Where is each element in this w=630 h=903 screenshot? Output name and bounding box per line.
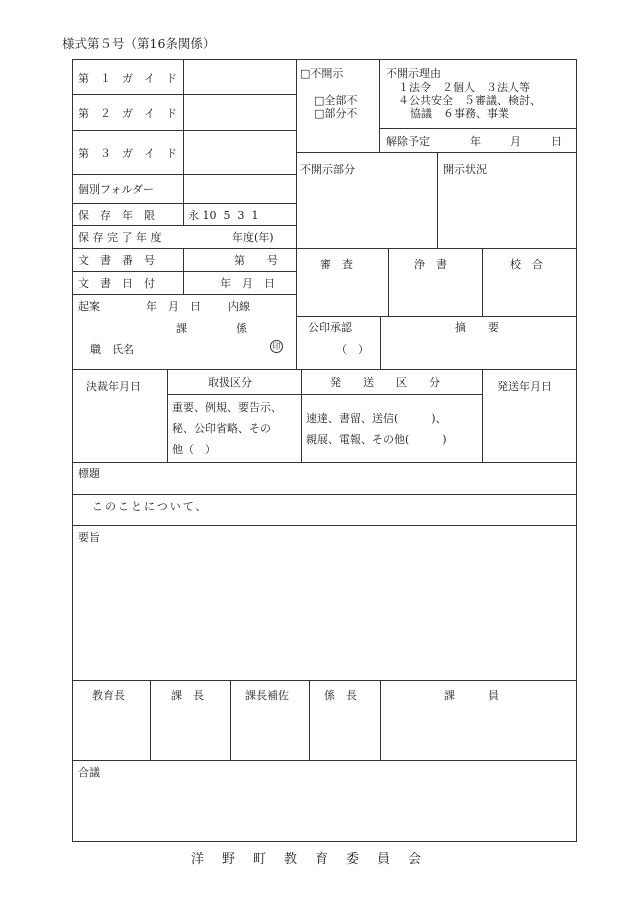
unit-chief-label: 係 長 (324, 689, 357, 702)
rule (72, 294, 296, 295)
rule (296, 152, 577, 153)
proofread-label: 校 合 (510, 258, 543, 271)
retention-end-suffix: 年度(年) (232, 231, 274, 244)
release-day: 日 (551, 135, 562, 148)
seal-mark: 印 (270, 340, 283, 353)
superintendent-label: 教育長 (92, 689, 125, 702)
footer-organization: 洋野町教育委員会 (190, 852, 439, 867)
rule (379, 128, 577, 129)
rule (72, 525, 577, 526)
doc-number-value: 第 号 (234, 254, 278, 267)
subsection-label: 係 (236, 322, 247, 335)
individual-folder-label: 個別フォルダー (78, 183, 155, 196)
position-name-label: 職 氏名 (90, 343, 134, 356)
summary-label: 摘 要 (455, 321, 499, 334)
rule (150, 680, 151, 760)
rule (230, 680, 231, 760)
draft-date: 年 月 日 (146, 300, 201, 313)
retention-end-label: 保 存 完 了 年 度 (78, 231, 162, 244)
doc-date-value: 年 月 日 (220, 277, 275, 290)
non-disclosure-checkbox[interactable]: □不開示 (300, 67, 344, 80)
rule (72, 248, 577, 249)
non-disclosed-part-label: 不開示部分 (300, 163, 355, 176)
section-label: 課 (176, 322, 187, 335)
guide2-label: 第 ２ ガ イ ド (78, 107, 177, 120)
rule (72, 225, 296, 226)
rule (72, 680, 577, 681)
clean-copy-label: 浄 書 (414, 258, 447, 271)
form-outer-border (72, 59, 577, 842)
rule (72, 203, 296, 204)
reason-line: 協議 ６事務、事業 (410, 107, 509, 120)
rule (296, 316, 577, 317)
decision-date-label: 決裁年月日 (86, 380, 141, 393)
rule (72, 271, 296, 272)
handling-option: 他（ ） (172, 443, 216, 456)
assistant-chief-label: 課長補佐 (245, 689, 289, 702)
rule (437, 152, 438, 248)
reason-line: １法令 ２個人 ３法人等 (398, 81, 530, 94)
gist-label: 要旨 (78, 531, 100, 544)
release-plan-label: 解除予定 (386, 135, 430, 148)
handling-option: 秘、公印省略、その (172, 422, 271, 435)
rule (482, 248, 483, 316)
staff-label: 課 員 (444, 689, 499, 702)
official-seal-paren: （ ） (336, 343, 369, 356)
extension-label: 内線 (228, 300, 250, 313)
rule (309, 680, 310, 760)
dispatch-date-label: 発送年月日 (497, 380, 552, 393)
partial-non-disclosure-checkbox[interactable]: □部分不 (314, 107, 358, 120)
guide1-label: 第 １ ガ イ ド (78, 72, 177, 85)
rule (167, 369, 168, 462)
rule (72, 494, 577, 495)
doc-date-label: 文 書 日 付 (78, 277, 155, 290)
retention-options: 永 10 5 3 1 (188, 209, 259, 222)
rule (72, 760, 577, 761)
official-seal-label: 公印承認 (308, 321, 352, 334)
retention-period-label: 保 存 年 限 (78, 209, 155, 222)
subject-label: 標題 (78, 467, 100, 480)
rule (167, 394, 482, 395)
rule (72, 369, 577, 370)
rule (72, 94, 296, 95)
disclosure-status-label: 開示状況 (443, 163, 487, 176)
draft-label: 起案 (78, 300, 100, 313)
doc-number-label: 文 書 番 号 (78, 254, 155, 267)
rule (183, 59, 184, 225)
reason-line: ４公共安全 ５審議、検討、 (398, 94, 541, 107)
reason-title: 不開示理由 (386, 67, 441, 80)
rule (379, 59, 380, 152)
rule (482, 369, 483, 462)
rule (72, 174, 296, 175)
rule (296, 248, 297, 369)
rule (72, 462, 577, 463)
dispatch-label: 発 送 区 分 (330, 376, 440, 389)
rule (72, 130, 296, 131)
section-chief-label: 課 長 (171, 689, 204, 702)
rule (380, 316, 381, 369)
consultation-label: 合議 (78, 766, 100, 779)
subject-text: このことについて、 (92, 500, 209, 513)
dispatch-option: 速達、書留、送信( )、 (306, 412, 447, 425)
handling-label: 取扱区分 (208, 376, 252, 389)
rule (296, 59, 297, 248)
dispatch-option: 親展、電報、その他( ) (306, 433, 447, 446)
rule (388, 248, 389, 316)
handling-option: 重要、例規、要告示、 (172, 401, 282, 414)
form-title: 様式第５号（第16条関係） (62, 36, 216, 51)
all-non-disclosure-checkbox[interactable]: □全部不 (314, 94, 358, 107)
inspection-label: 審 査 (320, 258, 353, 271)
guide3-label: 第 ３ ガ イ ド (78, 147, 177, 160)
release-year: 年 (470, 135, 481, 148)
rule (380, 680, 381, 760)
rule (301, 369, 302, 462)
release-month: 月 (510, 135, 521, 148)
